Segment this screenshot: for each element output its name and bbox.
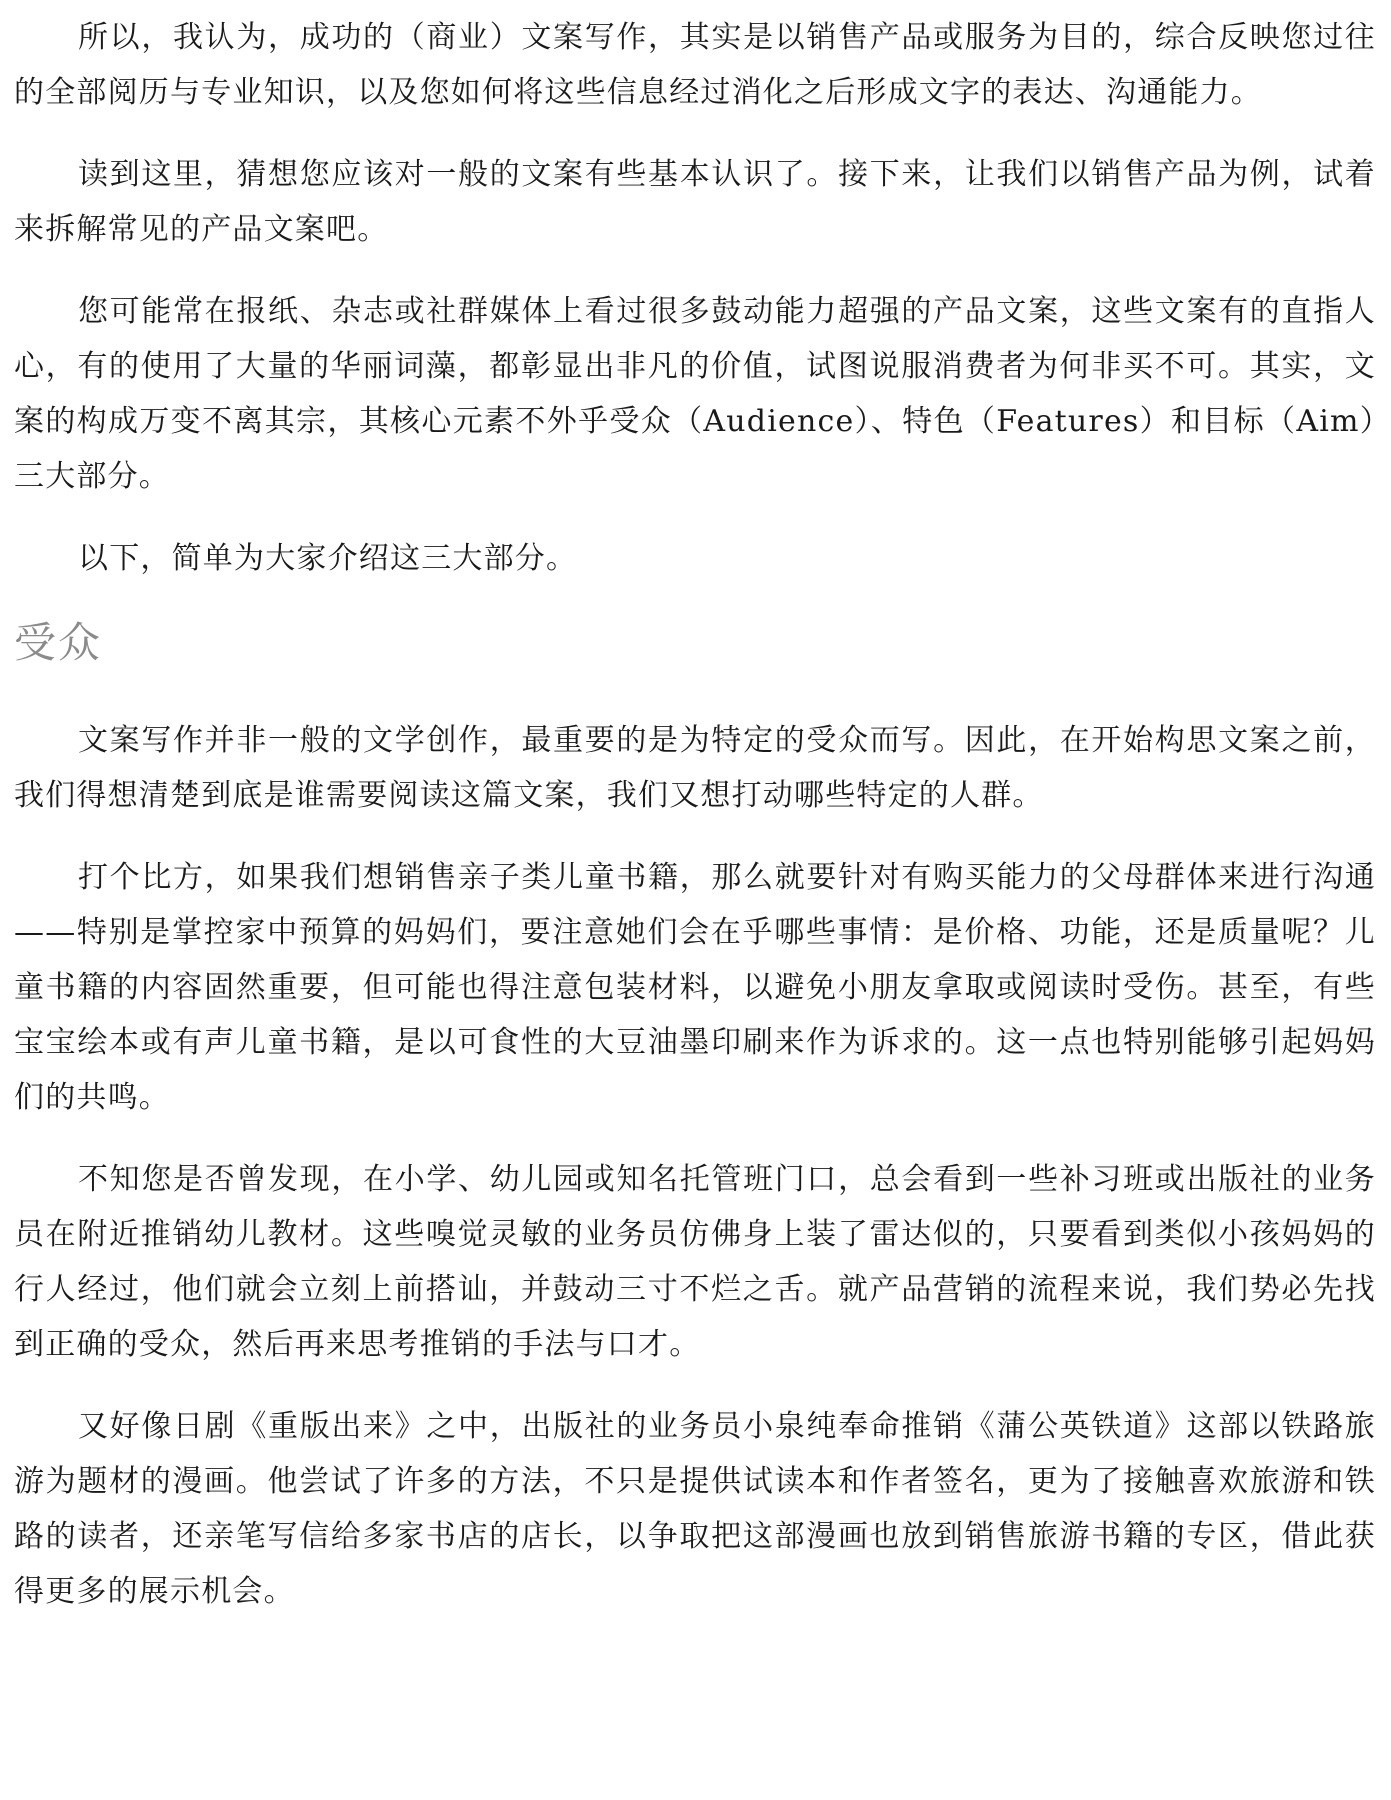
paragraph-drama-example: 又好像日剧《重版出来》之中，出版社的业务员小泉纯奉命推销《蒲公英铁道》这部以铁路旅游为题材的漫画。他尝试了许多的方法，不只是提供试读本和作者签名，更为了接触喜欢旅游和铁路的读者，还亲笔写信给多家书店的店长，以争取把这部漫画也放到销售旅游书籍的专区，借此获得更多的展示机会。 bbox=[14, 1409, 1376, 1609]
paragraph-commercial-copywriting: 所以，我认为，成功的（商业）文案写作，其实是以销售产品或服务为目的，综合反映您过往的全部阅历与专业知识，以及您如何将这些信息经过消化之后形成文字的表达、沟通能力。 bbox=[14, 20, 1376, 110]
document-page bbox=[14, 10, 1376, 1646]
section-heading-audience: 受众 bbox=[14, 618, 103, 667]
paragraph-childrens-books-example: 打个比方，如果我们想销售亲子类儿童书籍，那么就要针对有购买能力的父母群体来进行沟通——特别是掌控家中预算的妈妈们，要注意她们会在乎哪些事情：是价格、功能，还是质量呢？儿童书籍的内容固然重要，但可能也得注意包装材料，以避免小朋友拿取或阅读时受伤。甚至，有些宝宝绘本或有声儿童书籍，是以可食性的大豆油墨印刷来作为诉求的。这一点也特别能够引起妈妈们的共鸣。 bbox=[14, 860, 1376, 1115]
paragraph-core-elements: 您可能常在报纸、杂志或社群媒体上看过很多鼓动能力超强的产品文案，这些文案有的直指人心，有的使用了大量的华丽词藻，都彰显出非凡的价值，试图说服消费者为何非买不可。其实，文案的构成万变不离其宗，其核心元素不外乎受众（Audience）、特色（Features）和目标（Aim）三大部分。 bbox=[14, 294, 1376, 494]
paragraph-sales-staff-example: 不知您是否曾发现，在小学、幼儿园或知名托管班门口，总会看到一些补习班或出版社的业务员在附近推销幼儿教材。这些嗅觉灵敏的业务员仿佛身上装了雷达似的，只要看到类似小孩妈妈的行人经过，他们就会立刻上前搭讪，并鼓动三寸不烂之舌。就产品营销的流程来说，我们势必先找到正确的受众，然后再来思考推销的手法与口才。 bbox=[14, 1162, 1376, 1362]
paragraph-three-parts: 以下，简单为大家介绍这三大部分。 bbox=[78, 541, 578, 576]
paragraph-target-audience: 文案写作并非一般的文学创作，最重要的是为特定的受众而写。因此，在开始构思文案之前，我们得想清楚到底是谁需要阅读这篇文案，我们又想打动哪些特定的人群。 bbox=[14, 723, 1376, 813]
paragraph-product-copy-intro: 读到这里，猜想您应该对一般的文案有些基本认识了。接下来，让我们以销售产品为例，试着来拆解常见的产品文案吧。 bbox=[14, 157, 1376, 247]
